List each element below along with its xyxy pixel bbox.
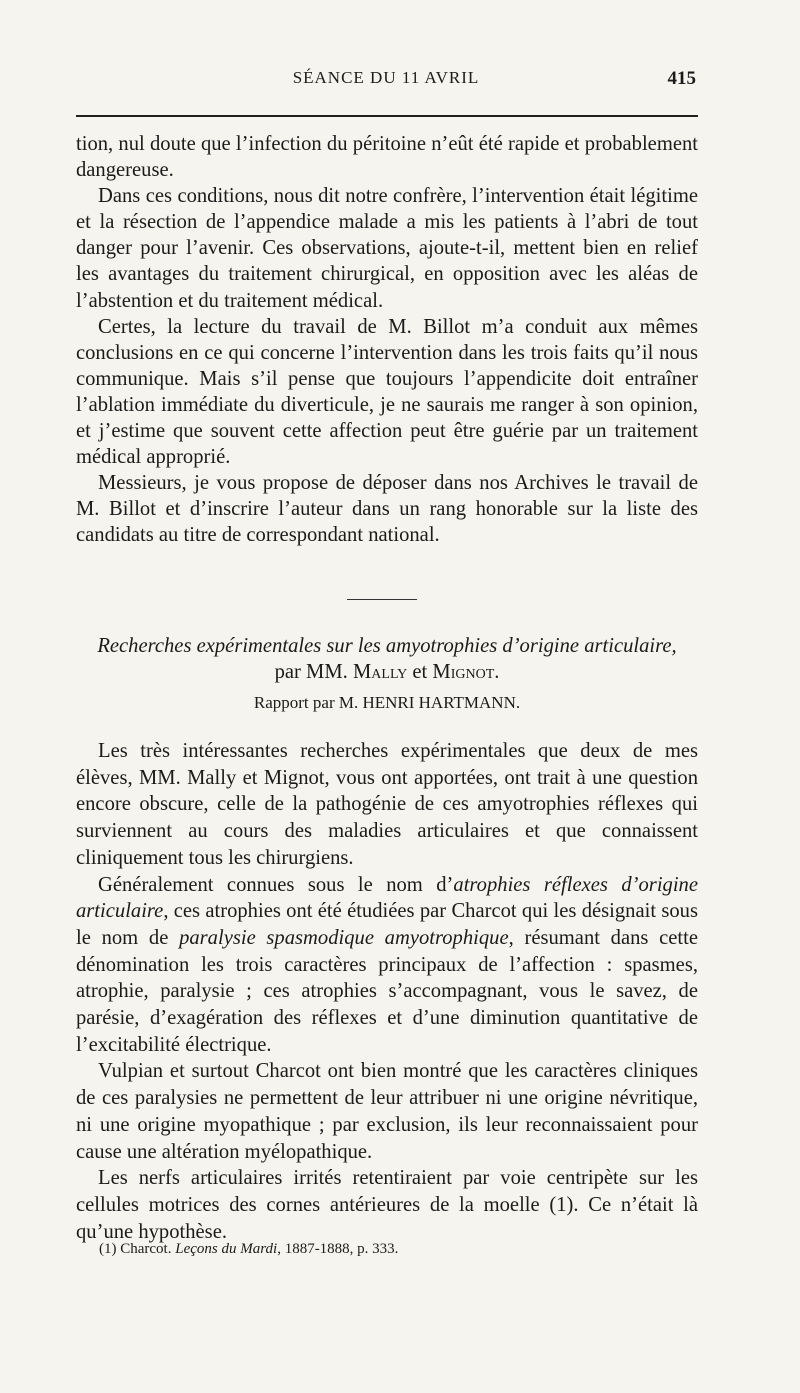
author-name: Mally: [352, 661, 408, 683]
report-conclusion-section: [76, 131, 698, 549]
paragraph: Messieurs, je vous propose de déposer dans nos Archives le travail de M. Billot et d’inscrire l’auteur dans un rang honorable sur la liste des candidats au titre de correspondant national.: [76, 472, 698, 547]
article-authors: par MM. Mally et Mignot.: [274, 661, 500, 683]
paragraph: Les nerfs articulaires irrités retentiraient par voie centripète sur les cellules motrices des cornes antérieures de la moelle (1). Ce n’était là qu’une hypothèse.: [76, 1167, 698, 1243]
page-header: [76, 68, 696, 98]
paragraph: Généralement connues sous le nom d’atrophies réflexes d’origine articulaire, ces atrophies ont été étudiées par Charcot qui les désignait sous le nom de paralysie spasmodique amyotrophique, résumant dans cette dénomination les trois caractères principaux de l’affection : spasmes, atrophie, paralysie ; ces atrophies s’accompagnant, vous le savez, de parésie, d’exagération des réflexes et d’une diminution quantitative de l’excitabilité électrique.: [76, 873, 698, 1056]
running-title: SÉANCE DU 11 AVRIL: [292, 68, 480, 87]
article-title: [76, 633, 698, 685]
paragraph: Les très intéressantes recherches expérimentales que deux de mes élèves, MM. Mally et Mignot, vous ont apportées, ont trait à une question encore obscure, celle de la pathogénie de ces amyotrophies réflexes qui surviennent au cours des maladies articulaires et que connaissent cliniquement tous les chirurgiens.: [76, 740, 698, 869]
footnote: (1) Charcot. Leçons du Mardi, 1887-1888, p. 333.: [99, 1241, 399, 1257]
author-name: Mignot.: [432, 661, 500, 683]
page-number: 415: [667, 68, 696, 89]
header-rule: [76, 115, 698, 117]
paragraph: Certes, la lecture du travail de M. Billot m’a conduit aux mêmes conclusions en ce qui concerne l’intervention dans les trois faits qu’il nous communique. Mais s’il pense que toujours l’appendicite doit entraîner l’ablation immédiate du diverticule, je ne saurais me ranger à son opinion, et j’estime que souvent cette affection peut être guérie par un traitement médical approprié.: [76, 315, 698, 469]
article-title-text: Recherches expérimentales sur les amyotrophies d’origine articulaire,: [97, 635, 677, 657]
report-byline: Rapport par M. HENRI HARTMANN.: [253, 693, 521, 712]
section-divider: [347, 599, 417, 600]
paragraph: tion, nul doute que l’infection du péritoine n’eût été rapide et probablement dangereuse.: [76, 133, 698, 182]
paragraph: Vulpian et surtout Charcot ont bien montré que les caractères cliniques de ces paralysies ne permettent de leur attribuer ni une origine névritique, ni une origine myopathique ; par exclusion, ils leur reconnaissaient pour cause une altération myélopathique.: [76, 1060, 698, 1163]
report-body-section: [76, 738, 698, 1245]
paragraph: Dans ces conditions, nous dit notre confrère, l’intervention était légitime et la résection de l’appendice malade a mis les patients à l’abri de tout danger pour l’avenir. Ces observations, ajoute-t-il, mettent bien en relief les avantages du traitement chirurgical, en opposition avec les aléas de l’abstention et du traitement médical.: [76, 185, 698, 312]
